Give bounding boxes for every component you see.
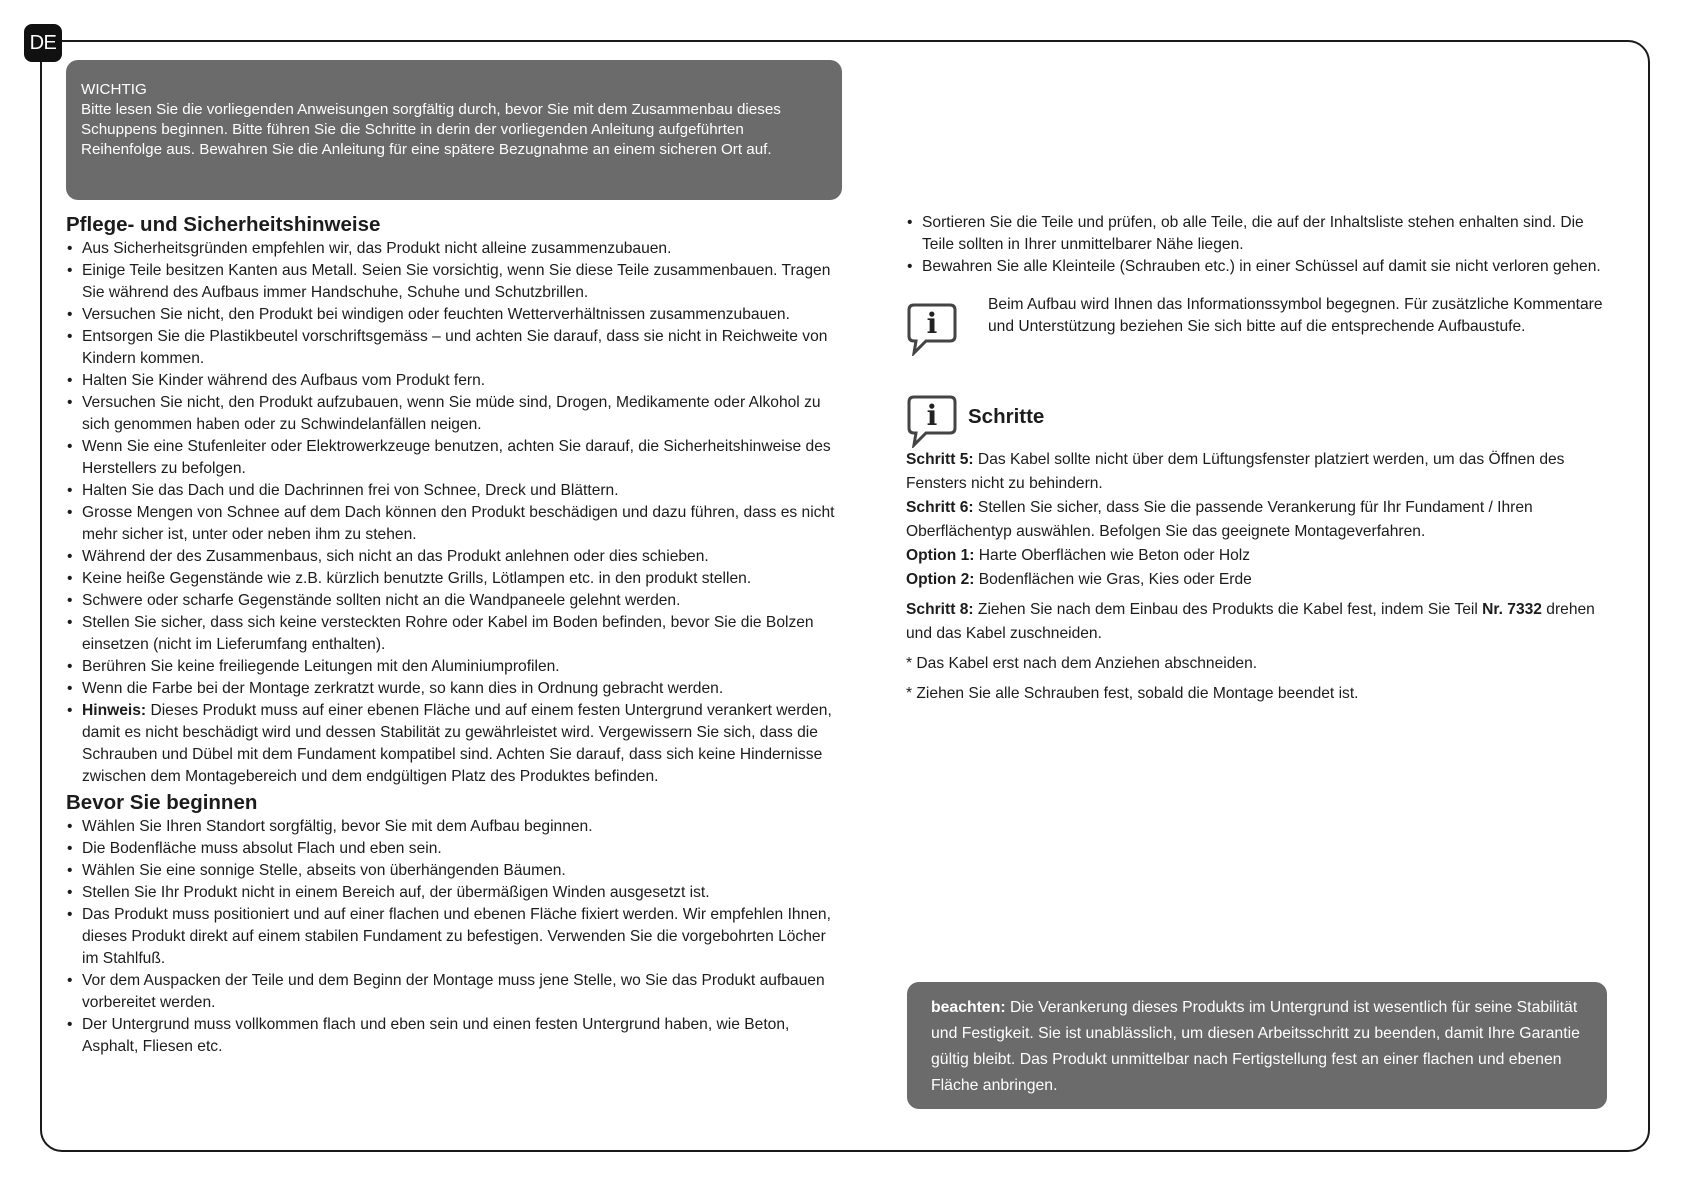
left-column — [66, 212, 846, 1060]
hint-label: Hinweis: — [82, 702, 147, 719]
before-list — [66, 816, 846, 1058]
option-1-text: Harte Oberflächen wie Beton oder Holz — [974, 547, 1251, 564]
attention-notice — [907, 982, 1607, 1109]
before-heading: Bevor Sie beginnen — [66, 791, 258, 814]
list-item: • Halten Sie Kinder während des Aufbaus vom Produkt fern. — [66, 370, 846, 392]
list-item: • Einige Teile besitzen Kanten aus Metall. Seien Sie vorsichtig, wenn Sie diese Teile zusammenbauen. Tragen Sie während des Aufbaus immer Handschuhe, Schuhe und Schutzbrillen. — [66, 260, 846, 304]
list-item: • Schwere oder scharfe Gegenstände sollten nicht an die Wandpaneele gelehnt werden. — [66, 590, 846, 612]
option-2-text: Bodenflächen wie Gras, Kies oder Erde — [974, 571, 1252, 588]
info-text: Beim Aufbau wird Ihnen das Informationssymbol begegnen. Für zusätzliche Kommentare und Unterstützung beziehen Sie sich bitte auf die entsprechende Aufbaustufe. — [988, 296, 1603, 335]
attention-label: beachten: — [931, 999, 1006, 1016]
step-8-tail: drehen und das Kabel zuschneiden. — [906, 601, 1595, 642]
list-item: • Vor dem Auspacken der Teile und dem Beginn der Montage muss jene Stelle, wo Sie das Produkt aufbauen vorbereitet werden. — [66, 970, 846, 1014]
list-item: • Während der des Zusammenbaus, sich nicht an das Produkt anlehnen oder dies schieben. — [66, 546, 846, 568]
care-heading: Pflege- und Sicherheitshinweise — [66, 213, 381, 236]
language-badge: DE — [24, 24, 62, 62]
step-6-text: Stellen Sie sicher, dass Sie die passende Verankerung für Ihr Fundament / Ihren Oberflächentyp auswählen. Befolgen Sie das geeignete Montageverfahren. — [906, 499, 1533, 540]
step-8-label: Schritt 8: — [906, 601, 974, 618]
list-item: • Grosse Mengen von Schnee auf dem Dach können den Produkt beschädigen und dazu führen, dass es nicht mehr sicher ist, unter oder neben ihm zu stehen. — [66, 502, 846, 546]
list-item: • Versuchen Sie nicht, den Produkt aufzubauen, wenn Sie müde sind, Drogen, Medikamente oder Alkohol zu sich genommen haben oder zu Schwindelanfällen neigen. — [66, 392, 846, 436]
list-item: • Keine heiße Gegenstände wie z.B. kürzlich benutzte Grills, Lötlampen etc. in den produkt stellen. — [66, 568, 846, 590]
option-1-label: Option 1: — [906, 547, 975, 564]
list-item: • Versuchen Sie nicht, den Produkt bei windigen oder feuchten Wetterverhältnissen zusammenzubauen. — [66, 304, 846, 326]
list-item: • Aus Sicherheitsgründen empfehlen wir, das Produkt nicht alleine zusammenzubauen. — [66, 238, 846, 260]
step-8 — [906, 598, 1612, 646]
list-item: • Stellen Sie sicher, dass sich keine versteckten Rohre oder Kabel im Boden befinden, bevor Sie die Bolzen einsetzen (nicht im Lieferumfang enthalten). — [66, 612, 846, 656]
list-item: • Wählen Sie eine sonnige Stelle, abseits von überhängenden Bäumen. — [66, 860, 846, 882]
step-5 — [906, 448, 1612, 496]
steps-title: Schritte — [968, 405, 1045, 428]
step-5-label: Schritt 5: — [906, 451, 974, 468]
step-6-label: Schritt 6: — [906, 499, 974, 516]
right-column — [906, 212, 1612, 706]
option-2-label: Option 2: — [906, 571, 975, 588]
list-item: • Bewahren Sie alle Kleinteile (Schrauben etc.) in einer Schüssel auf damit sie nicht verloren gehen. — [906, 256, 1612, 278]
hint-item — [66, 700, 846, 788]
info-icon — [906, 394, 958, 448]
list-item: • Berühren Sie keine freiliegende Leitungen mit den Aluminiumprofilen. — [66, 656, 846, 678]
step-8-part: Nr. 7332 — [1482, 601, 1542, 618]
step-8-text: Ziehen Sie nach dem Einbau des Produkts die Kabel fest, indem Sie Teil — [973, 601, 1483, 618]
list-item: • Wählen Sie Ihren Standort sorgfältig, bevor Sie mit dem Aufbau beginnen. — [66, 816, 846, 838]
info-icon — [906, 302, 958, 356]
note-1: * Das Kabel erst nach dem Anziehen abschneiden. — [906, 655, 1258, 672]
list-item: • Das Produkt muss positioniert und auf einer flachen und ebenen Fläche fixiert werden. Wir empfehlen Ihnen, dieses Produkt direkt auf einem stabilen Fundament zu befestigen. Verwenden Sie die vorgebohrten Löcher im Stahlfuß. — [66, 904, 846, 970]
list-item: • Die Bodenfläche muss absolut Flach und eben sein. — [66, 838, 846, 860]
important-notice — [66, 60, 842, 200]
steps-header — [906, 394, 1612, 448]
step-6 — [906, 496, 1612, 544]
list-item: • Der Untergrund muss vollkommen flach und eben sein und einen festen Untergrund haben, wie Beton, Asphalt, Fliesen etc. — [66, 1014, 846, 1058]
attention-text: Die Verankerung dieses Produkts im Untergrund ist wesentlich für seine Stabilität und Festigkeit. Sie ist unablässlich, um diesen Arbeitsschritt zu beenden, damit Ihre Garantie gültig bleibt. Das Produkt unmittelbar nach Fertigstellung fest an einer flachen und ebenen Fläche anbringen. — [931, 999, 1580, 1094]
steps-content — [906, 448, 1612, 706]
important-title: WICHTIG — [81, 81, 147, 98]
note-2: * Ziehen Sie alle Schrauben fest, sobald die Montage beendet ist. — [906, 685, 1359, 702]
info-glyph: i — [926, 307, 938, 340]
list-item: • Wenn die Farbe bei der Montage zerkratzt wurde, so kann dies in Ordnung gebracht werden. — [66, 678, 846, 700]
option-1 — [906, 544, 1612, 568]
info-explanation — [906, 294, 1612, 364]
list-item: • Stellen Sie Ihr Produkt nicht in einem Bereich auf, der übermäßigen Winden ausgesetzt ist. — [66, 882, 846, 904]
step-5-text: Das Kabel sollte nicht über dem Lüftungsfenster platziert werden, um das Öffnen des Fensters nicht zu behindern. — [906, 451, 1565, 492]
prep-list — [906, 212, 1612, 278]
list-item: • Wenn Sie eine Stufenleiter oder Elektrowerkzeuge benutzen, achten Sie darauf, die Sicherheitshinweise des Herstellers zu befolgen. — [66, 436, 846, 480]
list-item: • Entsorgen Sie die Plastikbeutel vorschriftsgemäss – und achten Sie darauf, dass sie nicht in Reichweite von Kindern kommen. — [66, 326, 846, 370]
list-item: • Sortieren Sie die Teile und prüfen, ob alle Teile, die auf der Inhaltsliste stehen enhalten sind. Die Teile sollten in Ihrer unmittelbarer Nähe liegen. — [906, 212, 1612, 256]
info-glyph: i — [926, 399, 938, 432]
care-list — [66, 238, 846, 788]
hint-text: Dieses Produkt muss auf einer ebenen Fläche und auf einem festen Untergrund verankert werden, damit es nicht beschädigt wird und dessen Stabilität zu gewährleistet wird. Vergewissern Sie sich, dass die Schrauben und Dübel mit dem Fundament kompatibel sind. Achten Sie darauf, dass sich keine Hindernisse zwischen dem Montagebereich und dem endgültigen Platz des Produktes befinden. — [82, 702, 832, 785]
option-2 — [906, 568, 1612, 592]
list-item: • Halten Sie das Dach und die Dachrinnen frei von Schnee, Dreck und Blättern. — [66, 480, 846, 502]
important-text: Bitte lesen Sie die vorliegenden Anweisungen sorgfältig durch, bevor Sie mit dem Zusammenbau dieses Schuppens beginnen. Bitte führen Sie die Schritte in derin der vorliegenden Anleitung aufgeführten Reihenfolge aus. Bewahren Sie die Anleitung für eine spätere Bezugnahme an einem sicheren Ort auf. — [81, 101, 781, 158]
